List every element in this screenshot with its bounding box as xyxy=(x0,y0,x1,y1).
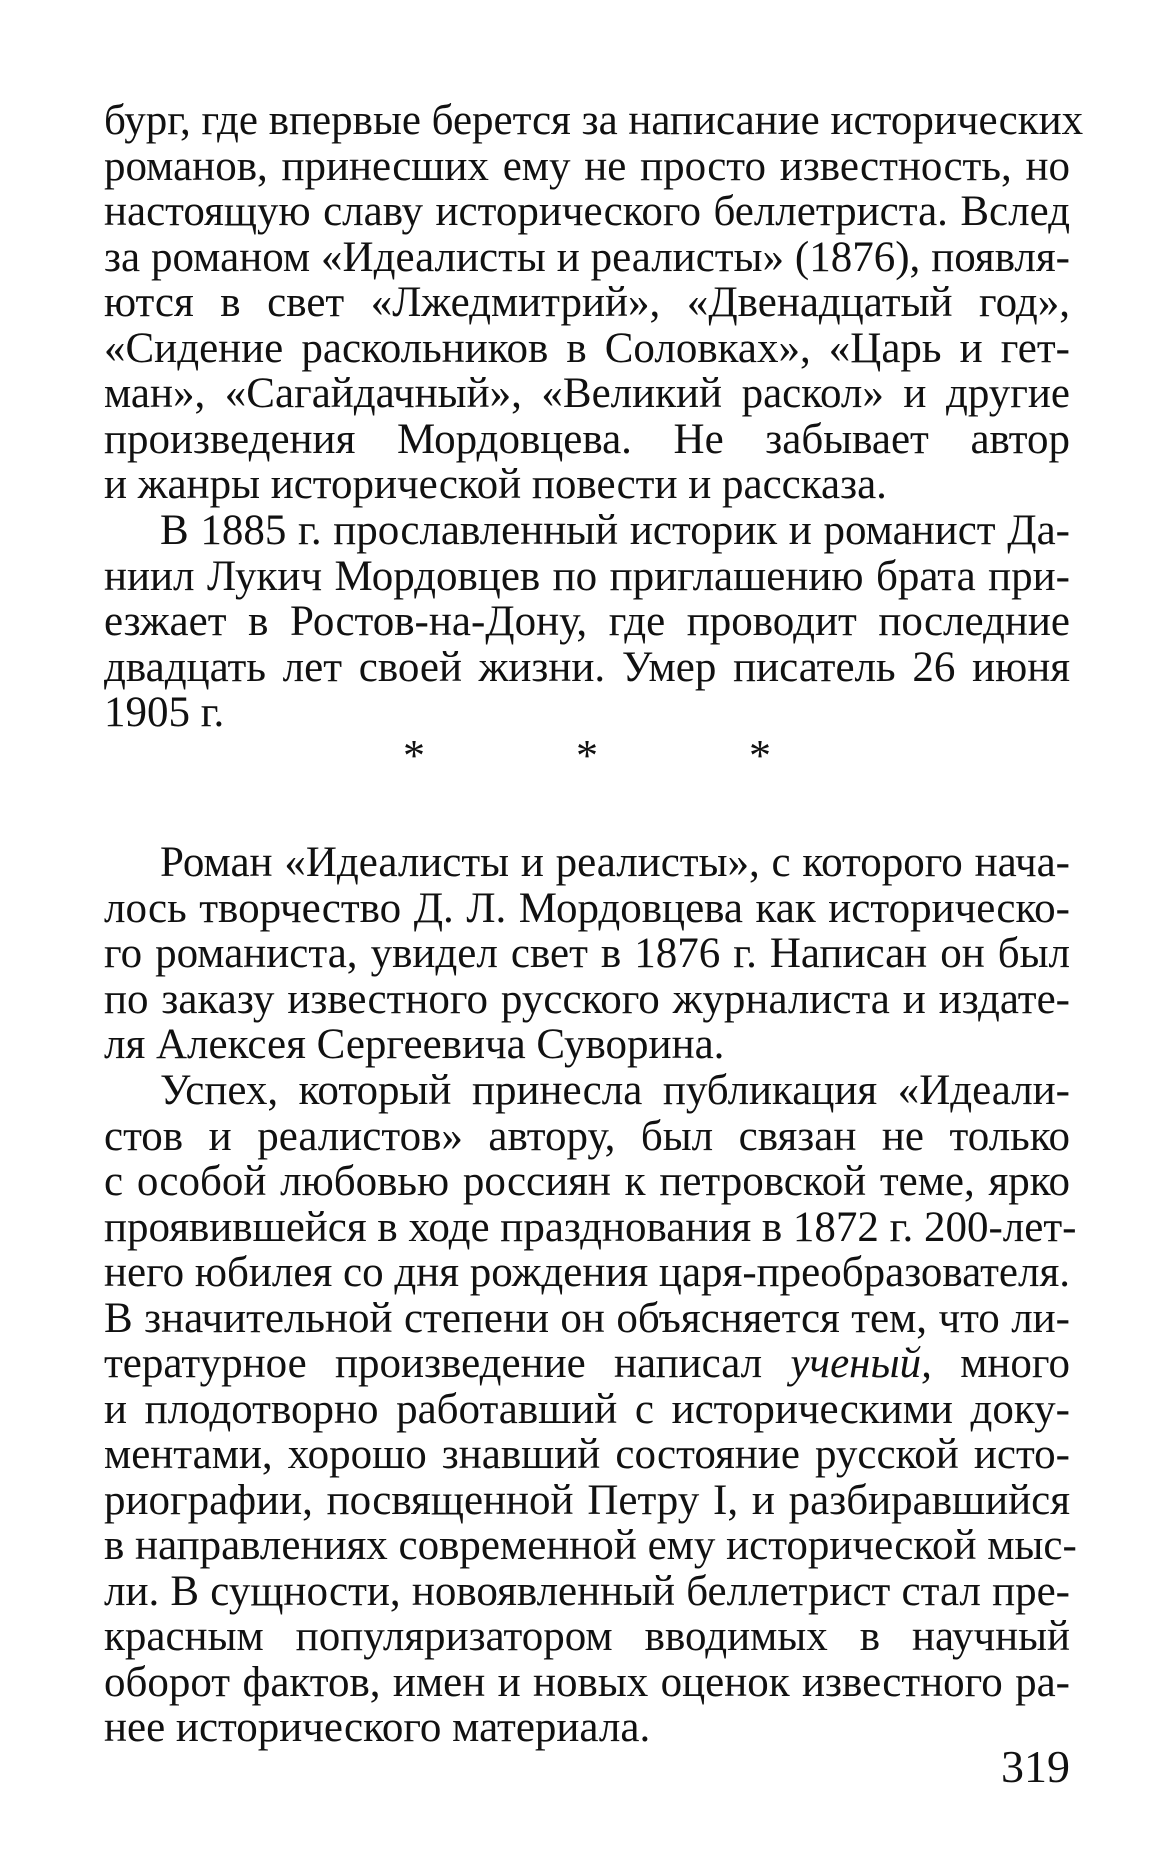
paragraph-2 xyxy=(104,508,1070,736)
text-segment: много xyxy=(931,1340,1070,1387)
text-line: ман», «Сагайдачный», «Великий раскол» и другие xyxy=(104,370,1070,417)
text-line: настоящую славу исторического беллетриста. Вслед xyxy=(104,188,1070,235)
paragraph-1 xyxy=(104,97,1084,508)
text-line: Успех, который принесла публикация «Идеали- xyxy=(160,1067,1070,1114)
italic-word: ученый, xyxy=(790,1340,932,1387)
text-line: 1905 г. xyxy=(104,689,225,736)
text-line: него юбилея со дня рождения царя-преобразователя. xyxy=(104,1249,1070,1296)
text-line: за романом «Идеалисты и реалисты» (1876), появля- xyxy=(104,233,1070,281)
text-line: нее исторического материала. xyxy=(104,1704,651,1751)
text-line: и жанры исторической повести и рассказа. xyxy=(104,461,887,508)
text-line: В значительной степени он объясняется тем, что ли- xyxy=(104,1294,1070,1342)
text-line: ниил Лукич Мордовцев по приглашению брата при- xyxy=(104,552,1070,600)
text-line: «Сидение раскольников в Соловках», «Царь и гет- xyxy=(104,324,1070,372)
text-line: ются в свет «Лжедмитрий», «Двенадцатый год», xyxy=(104,279,1070,326)
text-line: в направлениях современной ему исторической мыс- xyxy=(104,1522,1077,1569)
text-line: романов, принесших ему не просто известность, но xyxy=(104,142,1070,190)
text-line: ментами, хорошо знавший состояние русской исто- xyxy=(104,1431,1070,1478)
text-line: В 1885 г. прославленный историк и романист Да- xyxy=(160,507,1070,554)
text-line: ля Алексея Сергеевича Суворина. xyxy=(104,1021,725,1068)
text-line: проявившейся в ходе празднования в 1872 г. 200-лет- xyxy=(104,1203,1077,1251)
text-line: ли. В сущности, новоявленный беллетрист стал пре- xyxy=(104,1567,1070,1615)
text-line: по заказу известного русского журналиста и издате- xyxy=(104,975,1070,1023)
text-line: красным популяризатором вводимых в научный xyxy=(104,1613,1070,1660)
text-line: с особой любовью россиян к петровской теме, ярко xyxy=(104,1158,1070,1205)
text-line: го романиста, увидел свет в 1876 г. Написан он был xyxy=(104,930,1070,977)
text-line: Роман «Идеалисты и реалисты», с которого нача- xyxy=(160,839,1070,886)
text-line: бург, где впервые берется за написание исторических xyxy=(104,97,1084,144)
text-line: риографии, посвященной Петру I, и разбиравшийся xyxy=(104,1476,1070,1524)
text-line: произведения Мордовцева. Не забывает автор xyxy=(104,415,1070,463)
text-line: и плодотворно работавший с историческими доку- xyxy=(104,1385,1070,1433)
text-line: лось творчество Д. Л. Мордовцева как историческо- xyxy=(104,884,1070,932)
text-line: езжает в Ростов-на-Дону, где проводит последние xyxy=(104,598,1070,645)
paragraph-3 xyxy=(104,840,1070,1068)
text-line: двадцать лет своей жизни. Умер писатель 26 июня xyxy=(104,643,1070,691)
text-line-with-italic xyxy=(104,1341,1070,1387)
page-number: 319 xyxy=(1001,1741,1070,1792)
section-separator: * * * xyxy=(403,731,841,780)
text-segment: тературное произведение написал xyxy=(104,1340,791,1387)
text-line: оборот фактов, имен и новых оценок известного ра- xyxy=(104,1658,1070,1706)
paragraph-4 xyxy=(104,1067,1077,1751)
text-line: стов и реалистов» автору, был связан не только xyxy=(104,1112,1070,1160)
